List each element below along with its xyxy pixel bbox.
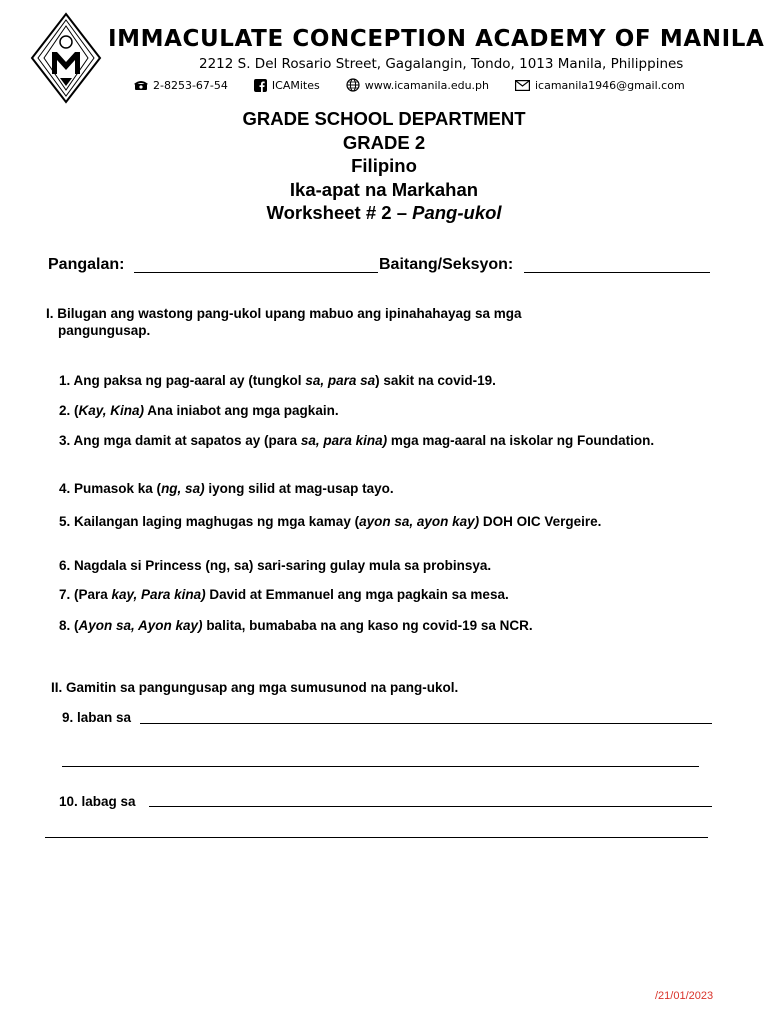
phone-contact [134, 79, 228, 92]
part2-item-10-label: 10. labag sa [59, 794, 136, 809]
quarter-heading: Ika-apat na Markahan [289, 178, 479, 200]
part1-instruction-text: I. Bilugan ang wastong pang-ukol upang mabuo ang ipinahahayag sa mga pangungusap. [46, 306, 522, 338]
website-contact [346, 78, 489, 92]
mail-icon [515, 80, 530, 91]
item-choice: ayon sa, ayon kay) [359, 514, 480, 529]
item-text: 8. ( [59, 618, 79, 633]
item-text: balita, bumababa na ang kaso ng covid-19 sa NCR. [202, 618, 533, 633]
part2-instruction: II. Gamitin sa pangungusap ang mga sumusunod na pang-ukol. [51, 680, 459, 695]
item-9-answer-line[interactable] [140, 723, 712, 724]
item-10-answer-line[interactable] [149, 806, 712, 807]
item-choice: Kay, Kina) [78, 403, 145, 418]
worksheet-prefix: Worksheet # 2 – [266, 202, 413, 223]
part1-item-1 [59, 372, 679, 389]
school-logo [30, 12, 102, 104]
item-text: iyong silid at mag-usap tayo. [204, 481, 394, 496]
school-name: IMMACULATE CONCEPTION ACADEMY OF MANILA [108, 26, 765, 52]
email-address: icamanila1946@gmail.com [535, 78, 685, 92]
item-choice: kay, Para kina) [111, 587, 206, 602]
item-text: Ana iniabot ang mga pagkain. [144, 403, 339, 418]
item-text: 7. (Para [59, 587, 112, 602]
item-text: ) sakit na covid-19. [375, 373, 496, 388]
item-text: DOH OIC Vergeire. [479, 514, 602, 529]
item-text: 5. Kailangan laging maghugas ng mga kamay ( [59, 514, 360, 529]
department-heading: GRADE SCHOOL DEPARTMENT [242, 108, 526, 129]
item-9-answer-line-2[interactable] [62, 766, 699, 767]
email-contact [515, 79, 685, 92]
footer-date: /21/01/2023 [655, 990, 714, 1002]
name-label: Pangalan: [48, 256, 125, 273]
item-choice: ng, sa) [161, 481, 205, 496]
school-address: 2212 S. Del Rosario Street, Gagalangin, Tondo, 1013 Manila, Philippines [199, 56, 684, 72]
globe-icon [346, 78, 360, 92]
item-text: 1. Ang paksa ng pag-aaral ay (tungkol [59, 373, 306, 388]
item-text: mga mag-aaral na iskolar ng Foundation. [387, 433, 655, 448]
part1-item-7 [59, 586, 679, 603]
item-choice: sa, para kina) [300, 433, 388, 448]
website-url: www.icamanila.edu.ph [364, 78, 489, 92]
item-text: 3. Ang mga damit at sapatos ay (para [59, 433, 301, 448]
part1-item-8 [59, 617, 679, 634]
item-10-answer-line-2[interactable] [45, 837, 708, 838]
part1-item-4 [59, 480, 679, 497]
item-text: 2. ( [59, 403, 79, 418]
item-text: 4. Pumasok ka ( [59, 481, 162, 496]
grade-heading: GRADE 2 [342, 131, 426, 153]
facebook-handle: ICAMites [271, 78, 320, 92]
item-choice: sa, para sa [305, 373, 376, 388]
facebook-contact [254, 79, 320, 92]
part2-item-9-label: 9. laban sa [62, 710, 132, 725]
part1-instruction [46, 305, 606, 339]
part1-item-6 [59, 557, 679, 574]
item-text: David at Emmanuel ang mga pagkain sa mesa. [205, 587, 509, 602]
section-label: Baitang/Seksyon: [379, 256, 514, 273]
facebook-icon [254, 79, 267, 92]
part1-item-2 [59, 402, 679, 419]
phone-number: 2-8253-67-54 [153, 78, 228, 92]
item-choice: Ayon sa, Ayon kay) [78, 618, 203, 633]
subject-heading: Filipino [351, 155, 417, 176]
worksheet-title-block [0, 107, 768, 225]
worksheet-topic: Pang-ukol [412, 202, 502, 223]
contact-row [134, 78, 691, 92]
section-blank-line[interactable] [524, 272, 710, 273]
part1-item-5 [59, 513, 629, 530]
part1-item-3 [59, 432, 659, 449]
worksheet-heading [0, 201, 768, 225]
item-text: 6. Nagdala si Princess (ng, sa) sari-saring gulay mula sa probinsya. [59, 558, 492, 573]
name-blank-line[interactable] [134, 272, 378, 273]
phone-icon [134, 80, 148, 91]
